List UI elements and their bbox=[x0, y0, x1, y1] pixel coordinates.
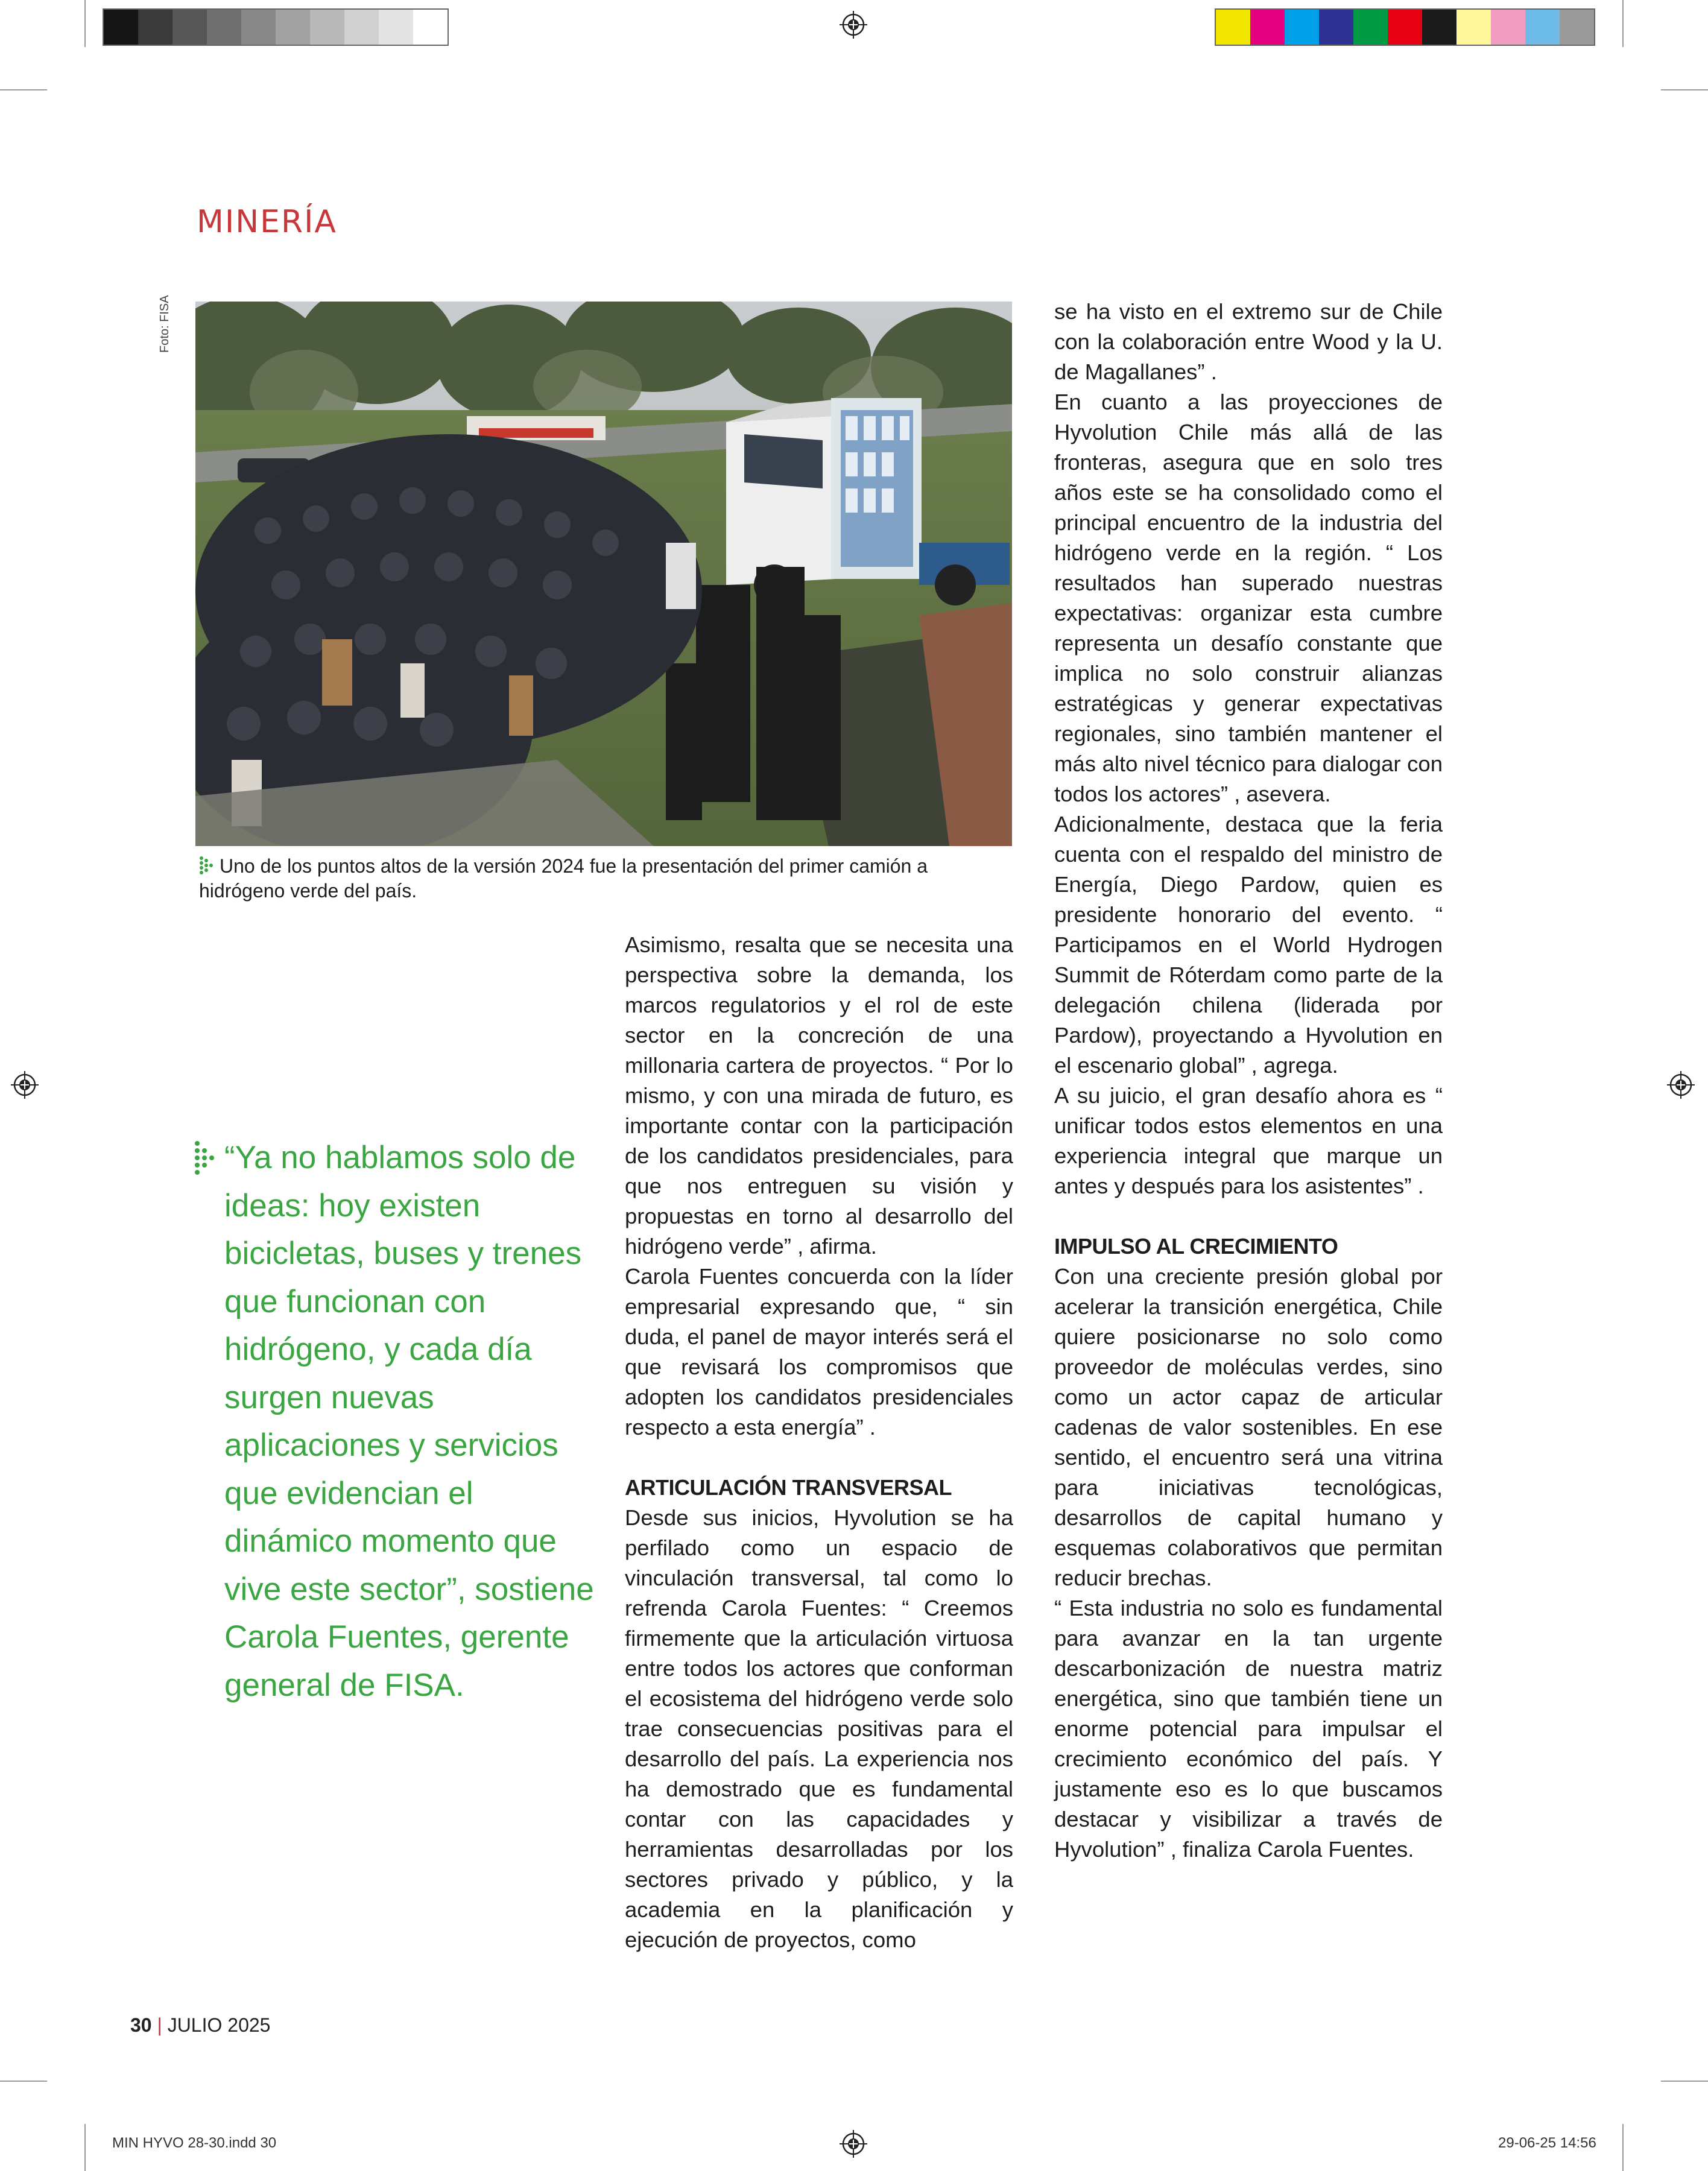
color-swatch bbox=[1285, 10, 1319, 45]
crop-mark bbox=[84, 0, 86, 47]
dots-bullet-icon bbox=[194, 1140, 216, 1176]
photo-caption bbox=[199, 854, 1013, 903]
color-swatch bbox=[138, 10, 172, 45]
color-swatch bbox=[1353, 10, 1388, 45]
registration-mark-icon bbox=[840, 2130, 867, 2158]
article-column-right bbox=[1054, 297, 1443, 1865]
pull-quote-text: “Ya no hablamos solo de ideas: hoy existen bicicletas, buses y trenes que funcionan con hidrógeno, y cada día surgen nuevas aplicaciones y servicios que evidencian el dinámico momento que vive este sector”, sostiene Carola Fuentes, gerente general de FISA. bbox=[224, 1140, 594, 1703]
color-swatch bbox=[172, 10, 207, 45]
event-photo bbox=[195, 302, 1012, 846]
grey-color-bar bbox=[103, 8, 449, 46]
paragraph: “ Esta industria no solo es fundamental para avanzar en la tan urgente descarbonización de nuestra matriz energética, sino que también tiene un enorme potencial para impulsar el crecimiento económico del país. Y justamente eso es lo que buscamos destacar y visibilizar a través de Hyvolution” , finaliza Carola Fuentes. bbox=[1054, 1596, 1443, 1862]
slug-timestamp: 29-06-25 14:56 bbox=[1498, 2135, 1596, 2151]
caption-text: Uno de los puntos altos de la versión 2024 fue la presentación del primer camión a hidrógeno verde del país. bbox=[199, 855, 928, 902]
paragraph: Desde sus inicios, Hyvolution se ha perfilado como un espacio de vinculación transversal, tal como lo refrenda Carola Fuentes: “ Creemos firmemente que la articulación virtuosa entre todos los actores que conforman el ecosistema del hidrógeno verde solo trae consecuencias positivas para el desarrollo del país. La experiencia nos ha demostrado que es fundamental contar con las capacidades y herramientas desarrolladas por los sectores privado y público, y la academia en la planificación y ejecución de proyectos, como bbox=[625, 1505, 1013, 1952]
color-swatch bbox=[1491, 10, 1525, 45]
article-column-left bbox=[625, 930, 1013, 1955]
color-swatch bbox=[241, 10, 276, 45]
color-swatch bbox=[1250, 10, 1285, 45]
color-swatch bbox=[1388, 10, 1422, 45]
registration-mark-icon bbox=[840, 11, 867, 39]
color-swatch bbox=[104, 10, 138, 45]
registration-mark-icon bbox=[11, 1071, 39, 1099]
subheading: IMPULSO AL CRECIMIENTO bbox=[1054, 1234, 1338, 1259]
crop-mark bbox=[1622, 2124, 1624, 2171]
paragraph: A su juicio, el gran desafío ahora es “ unificar todos estos elementos en una experiencia integral que marque un antes y después para los asistentes” . bbox=[1054, 1083, 1443, 1198]
color-swatch bbox=[1560, 10, 1594, 45]
page-folio: 30 | JULIO 2025 bbox=[130, 2014, 271, 2036]
issue-date: JULIO 2025 bbox=[167, 2014, 271, 2036]
section-title: MINERÍA bbox=[197, 204, 337, 240]
paragraph: Asimismo, resalta que se necesita una perspectiva sobre la demanda, los marcos regulatorios y el rol de este sector en la concreción de una millonaria cartera de proyectos. “ Por lo mismo, y con una mirada de futuro, es importante contar con la participación de los candidatos presidenciales, para que nos entreguen su visión y propuestas en torno al desarrollo del hidrógeno verde” , afirma. bbox=[625, 932, 1013, 1259]
color-swatch bbox=[1422, 10, 1457, 45]
color-swatch bbox=[413, 10, 448, 45]
crop-mark bbox=[0, 2081, 47, 2082]
color-swatch bbox=[1319, 10, 1353, 45]
paragraph: En cuanto a las proyecciones de Hyvolution Chile más allá de las fronteras, asegura que en solo tres años este se ha consolidado como el principal encuentro de la industria del hidrógeno verde en la región. “ Los resultados han superado nuestras expectativas: organizar esta cumbre representa un desafío constante que implica no solo construir alianzas estratégicas y generar expectativas regionales, sino también mantener el más alto nivel técnico para dialogar con todos los actores” , asevera. bbox=[1054, 390, 1443, 806]
crop-mark bbox=[0, 89, 47, 90]
color-swatch bbox=[1457, 10, 1491, 45]
dots-bullet-icon bbox=[199, 856, 215, 875]
color-swatch bbox=[379, 10, 413, 45]
paragraph: Carola Fuentes concuerda con la líder empresarial expresando que, “ sin duda, el panel de mayor interés será el que revisará los compromisos que adopten los candidatos presidenciales respecto a esta energía” . bbox=[625, 1264, 1013, 1439]
crop-mark bbox=[1622, 0, 1624, 47]
registration-mark-icon bbox=[1667, 1071, 1695, 1099]
page-number: 30 bbox=[130, 2014, 152, 2036]
color-swatch bbox=[310, 10, 344, 45]
photo-credit: Foto: FISA bbox=[158, 295, 171, 353]
paragraph: Con una creciente presión global por acelerar la transición energética, Chile quiere posicionarse no solo como proveedor de moléculas verdes, sino como un actor capaz de articular cadenas de valor sostenibles. En ese sentido, el encuentro será una vitrina para iniciativas tecnológicas, desarrollos de capital humano y esquemas colaborativos que permitan reducir brechas. bbox=[1054, 1264, 1443, 1590]
color-swatch bbox=[276, 10, 310, 45]
crop-mark bbox=[1661, 2081, 1708, 2082]
color-swatch bbox=[207, 10, 241, 45]
paragraph: se ha visto en el extremo sur de Chile con la colaboración entre Wood y la U. de Magallanes” . bbox=[1054, 299, 1443, 384]
subheading: ARTICULACIÓN TRANSVERSAL bbox=[625, 1475, 952, 1500]
color-swatch bbox=[1525, 10, 1560, 45]
color-swatch bbox=[1216, 10, 1250, 45]
color-swatch bbox=[344, 10, 379, 45]
slug-filename: MIN HYVO 28-30.indd 30 bbox=[112, 2135, 277, 2151]
crop-mark bbox=[84, 2124, 86, 2171]
crop-mark bbox=[1661, 89, 1708, 90]
paragraph: Adicionalmente, destaca que la feria cuenta con el respaldo del ministro de Energía, Diego Pardow, quien es presidente honorario del evento. “ Participamos en el World Hydrogen Summit de Róterdam como parte de la delegación chilena (liderada por Pardow), proyectando a Hyvolution en el escenario global” , agrega. bbox=[1054, 812, 1443, 1078]
process-color-bar bbox=[1215, 8, 1595, 46]
